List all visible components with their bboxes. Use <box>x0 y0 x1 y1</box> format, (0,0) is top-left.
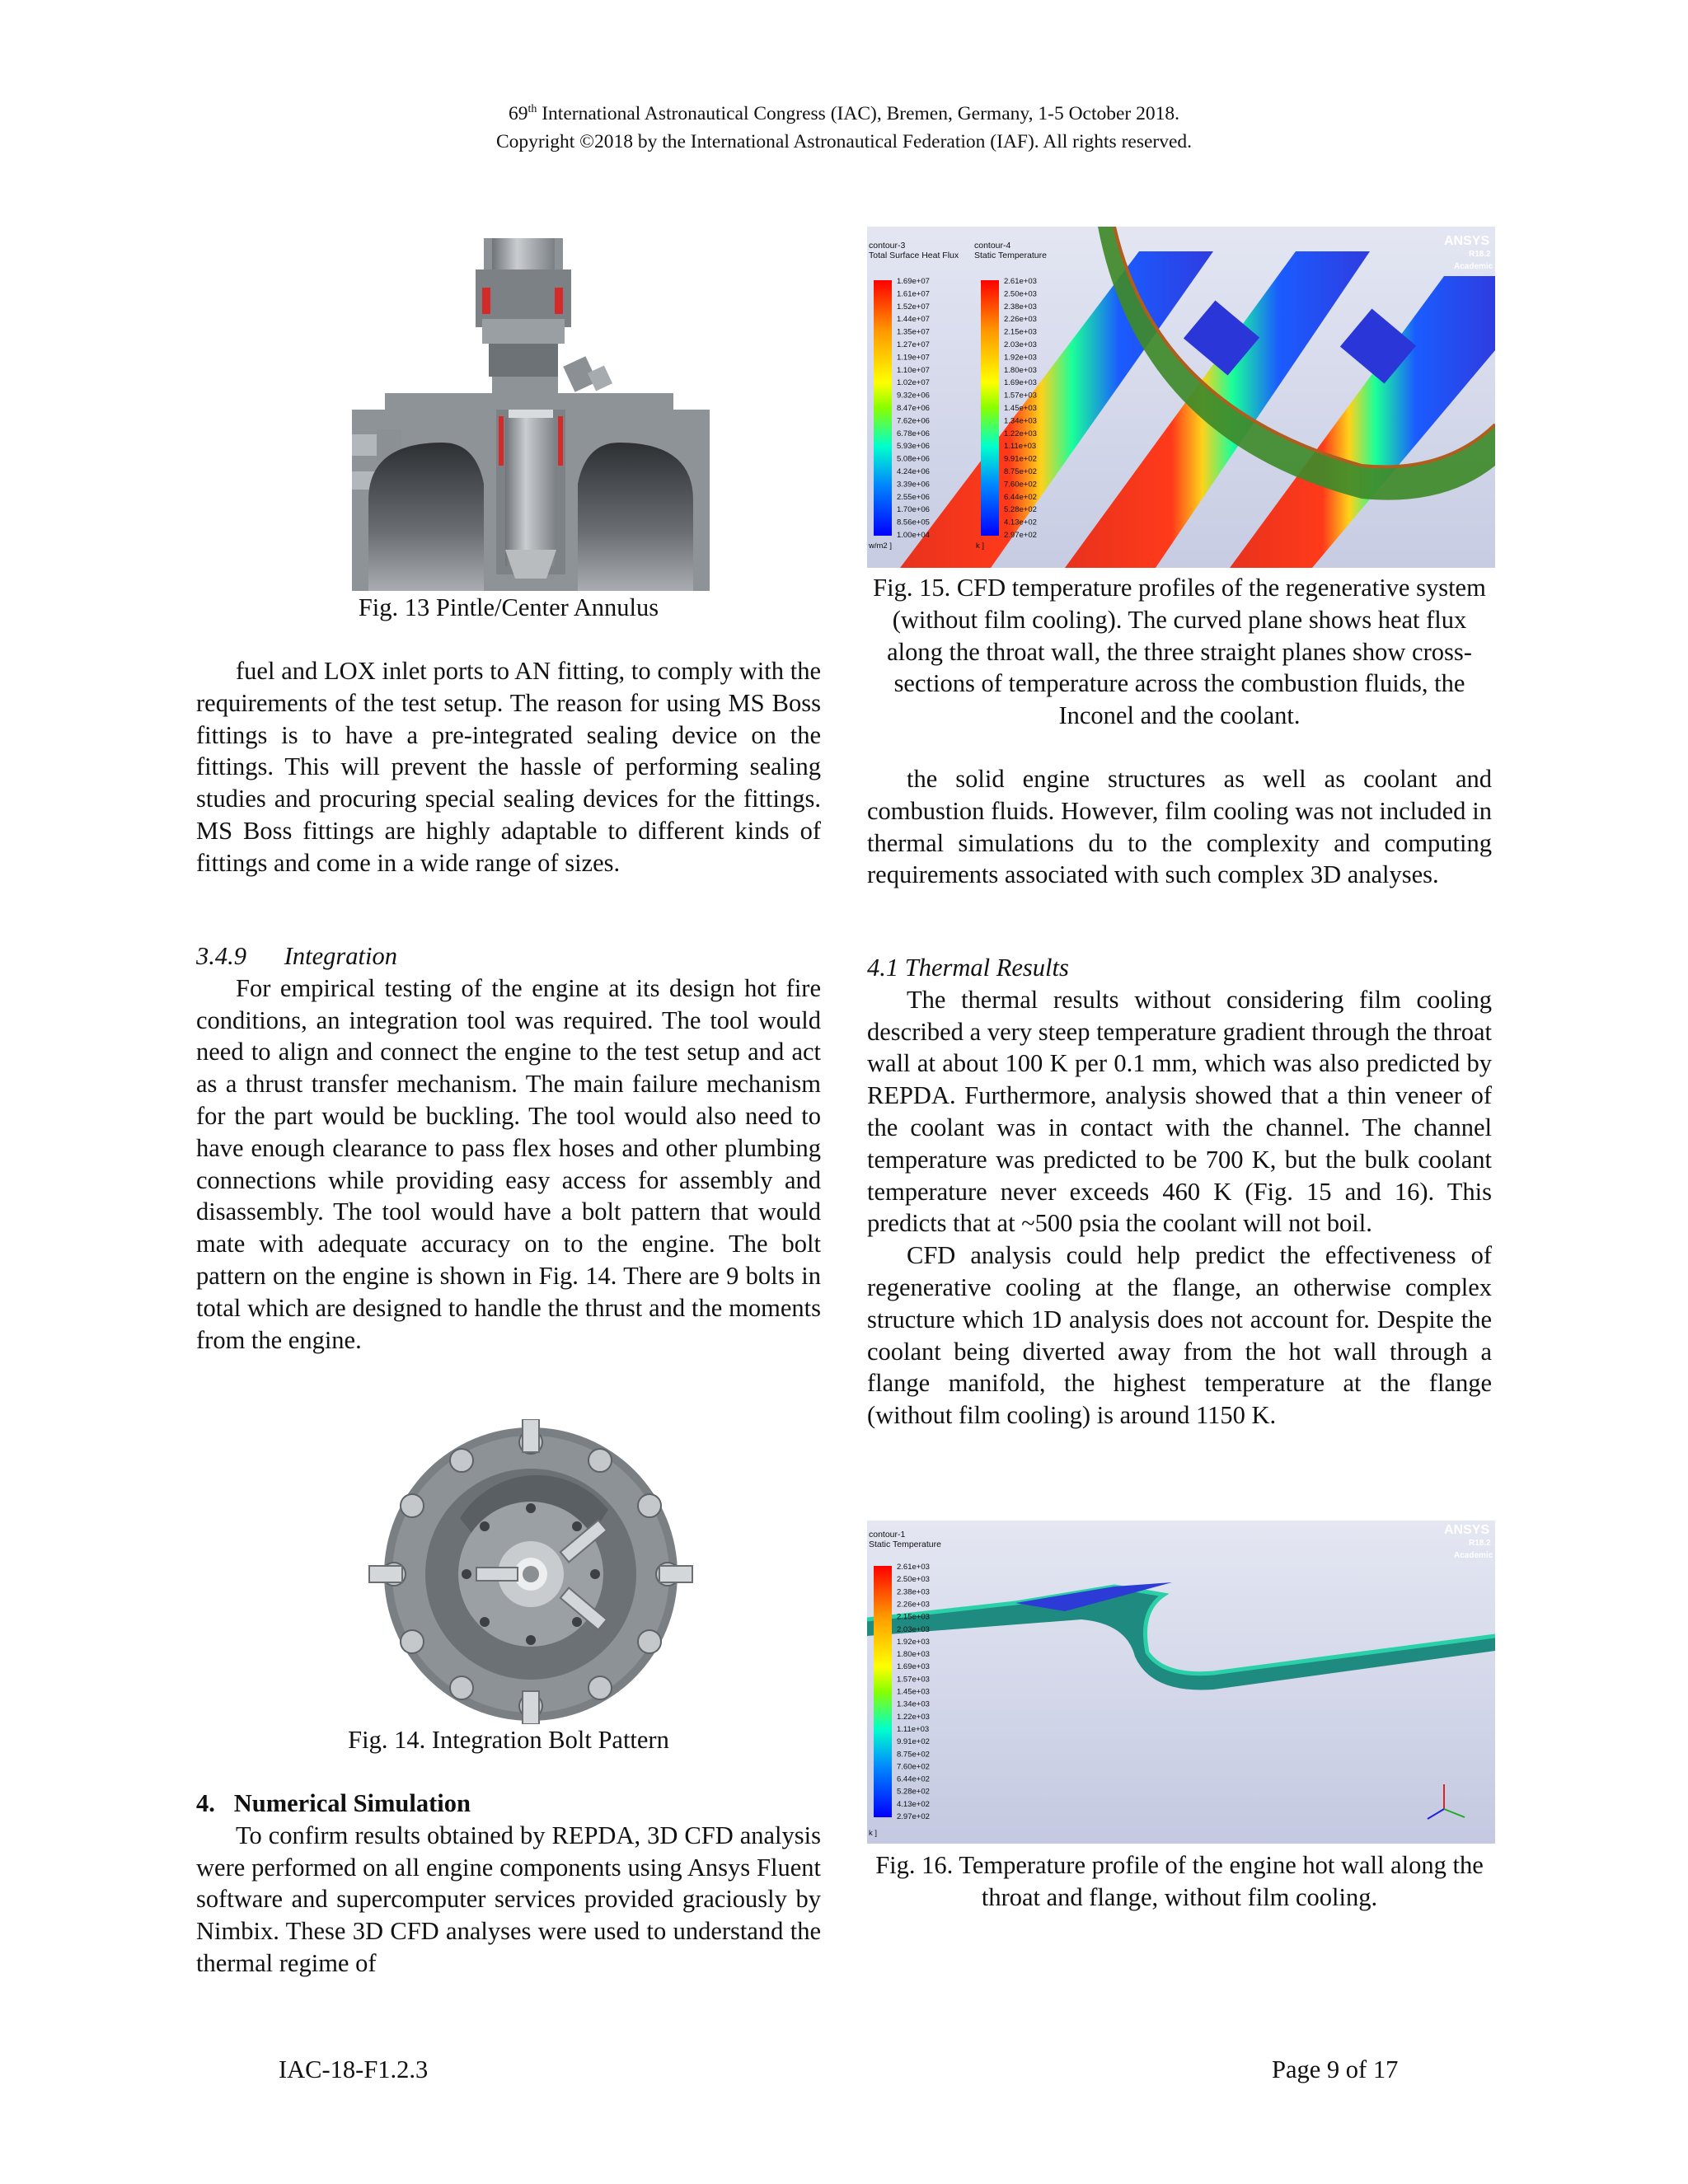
fig16-temperature-colorbar <box>874 1566 892 1817</box>
fig16-temperature-tick-label: 1.45e+03 <box>897 1687 930 1697</box>
fig16-temperature-tick-label: 1.92e+03 <box>897 1637 930 1647</box>
fig15-temperature-tick-label: 1.11e+03 <box>1004 442 1037 452</box>
fig16-temperature-tick-label: 8.75e+02 <box>897 1750 930 1760</box>
fig15-temperature-tick-label: 6.44e+02 <box>1004 492 1037 502</box>
fig15-heat-flux-tick-label: 4.24e+06 <box>897 467 930 476</box>
fig15-cfd-image <box>867 227 1495 568</box>
fig16-ansys-version: R18.2 <box>1469 1539 1491 1548</box>
fig15-heat-flux-tick-label: 1.02e+07 <box>897 378 930 388</box>
fig15-heat-flux-tick-label: 1.52e+07 <box>897 302 930 312</box>
fig16-cfd-image <box>867 1521 1495 1844</box>
fig15-heat-flux-tick-label: 6.78e+06 <box>897 429 930 438</box>
fig14-bolt-pattern-image <box>361 1419 701 1724</box>
right-paragraph-1: the solid engine structures as well as coolant and combustion fluids. However, film cooling was not included in thermal simulations du to the complexity and computing requirements associated with such complex 3D analyses. <box>867 765 1492 889</box>
fig15-temperature-tick-label: 1.57e+03 <box>1004 391 1037 401</box>
fig15-temperature-tick-label: 5.28e+02 <box>1004 505 1037 515</box>
fig15-heat-flux-tick-label: 1.44e+07 <box>897 315 930 325</box>
fig16-temperature-tick-label: 1.22e+03 <box>897 1712 930 1722</box>
fig16-temperature-tick-label: 7.60e+02 <box>897 1762 930 1772</box>
fig15-temperature-tick-label: 2.50e+03 <box>1004 289 1037 299</box>
footer-paper-id: IAC-18-F1.2.3 <box>279 2055 429 2083</box>
fig15-heat-flux-tick-label: 1.00e+04 <box>897 531 930 540</box>
fig15-heat-flux-tick-label: 1.69e+07 <box>897 277 930 286</box>
fig15-heat-flux-tick-label: 3.39e+06 <box>897 480 930 490</box>
fig15-temperature-tick-label: 1.80e+03 <box>1004 365 1037 375</box>
fig16-temperature-tick-label: 1.80e+03 <box>897 1650 930 1660</box>
conference-line: 69th International Astronautical Congress (IAC), Bremen, Germany, 1-5 October 2018. <box>508 102 1180 124</box>
fig15-heat-flux-unit: w/m2 ] <box>869 541 892 551</box>
fig15-contour-b-label: contour-4 <box>974 241 1011 251</box>
fig15-contour-b-name: Static Temperature <box>974 251 1047 260</box>
fig15-heat-flux-tick-label: 1.19e+07 <box>897 353 930 363</box>
fig16-temperature-tick-label: 6.44e+02 <box>897 1774 930 1784</box>
right-paragraph-3: CFD analysis could help predict the effectiveness of regenerative cooling at the flange, an otherwise complex structure which 1D analysis does not account for. Despite the coolant being diverted away from the hot wall through a flange manifold, the highest temperature at the flange (without film cooling) is around 1150 K. <box>867 1241 1492 1430</box>
fig15-temperature-tick-label: 1.22e+03 <box>1004 429 1037 438</box>
left-paragraph-2: For empirical testing of the engine at its design hot fire conditions, an integration tool was required. The tool would need to align and connect the engine to the test setup and act as a thrust transfer mechanism. The main failure mechanism for the part would be buckling. The tool would also need to have enough clearance to pass flex hoses and other plumbing connections while providing easy access for assembly and disassembly. The tool would have a bolt pattern that would mate with adequate accuracy on to the engine. The bolt pattern on the engine is shown in Fig. 14. There are 9 bolts in total which are designed to handle the thrust and the moments from the engine. <box>196 973 821 1354</box>
fig15-temp-unit: k ] <box>976 541 985 551</box>
fig15-heat-flux-tick-label: 8.56e+05 <box>897 518 930 527</box>
fig15-temperature-tick-label: 2.97e+02 <box>1004 531 1037 540</box>
right-text-block-1 <box>867 763 1492 891</box>
fig16-temperature-tick-label: 9.91e+02 <box>897 1737 930 1747</box>
subsection-heading-thermal-results: 4.1 Thermal Results <box>867 954 1069 982</box>
footer-page-number: Page 9 of 17 <box>1272 2055 1399 2083</box>
fig16-temperature-tick-label: 4.13e+02 <box>897 1799 930 1809</box>
page-header <box>0 96 1688 156</box>
fig16-temperature-tick-label: 1.69e+03 <box>897 1662 930 1672</box>
fig15-temperature-tick-label: 2.15e+03 <box>1004 327 1037 337</box>
fig15-temperature-tick-label: 1.34e+03 <box>1004 416 1037 426</box>
fig15-heat-flux-tick-label: 2.55e+06 <box>897 492 930 502</box>
fig15-temperature-colorbar <box>981 280 999 536</box>
fig15-ansys-version: R18.2 <box>1469 250 1491 259</box>
fig16-temperature-tick-label: 2.15e+03 <box>897 1612 930 1622</box>
fig16-contour-name: Static Temperature <box>869 1540 941 1549</box>
copyright-line: Copyright ©2018 by the International Astronautical Federation (IAF). All rights reserved. <box>495 130 1193 152</box>
left-paragraph-3: To confirm results obtained by REPDA, 3D CFD analysis were performed on all engine components using Ansys Fluent software and supercomputer services provided graciously by Nimbix. These 3D CFD analyses were used to understand the thermal regime of <box>196 1821 821 1977</box>
fig15-temperature-tick-label: 2.38e+03 <box>1004 302 1037 312</box>
fig15-heat-flux-tick-label: 5.08e+06 <box>897 454 930 464</box>
fig16-ansys-logo: ANSYS <box>1444 1523 1490 1537</box>
subsection-heading-integration: 3.4.9 Integration <box>196 942 397 970</box>
left-text-block-1 <box>196 655 821 879</box>
fig16-contour-label: contour-1 <box>869 1530 906 1540</box>
fig14-caption: Fig. 14. Integration Bolt Pattern <box>348 1726 669 1754</box>
fig16-temperature-tick-label: 2.97e+02 <box>897 1812 930 1821</box>
fig15-heat-flux-tick-label: 1.10e+07 <box>897 365 930 375</box>
fig15-heat-flux-tick-label: 9.32e+06 <box>897 391 930 401</box>
left-text-block-3 <box>196 1788 821 1980</box>
fig15-temperature-tick-label: 1.69e+03 <box>1004 378 1037 388</box>
fig16-ansys-edition: Academic <box>1454 1551 1493 1560</box>
fig15-heat-flux-tick-label: 1.35e+07 <box>897 327 930 337</box>
right-paragraph-2: The thermal results without considering film cooling described a very steep temperature gradient through the throat wall at about 100 K per 0.1 mm, which was also predicted by REPDA. Furthermore, analysis showed that a thin veneer of the coolant was in contact with the channel. The channel temperature was predicted to be 700 K, but the bulk coolant temperature never exceeds 460 K (Fig. 15 and 16). This predicts that at ~500 psia the coolant will not boil. <box>867 985 1492 1238</box>
fig15-heat-flux-colorbar <box>874 280 892 536</box>
fig16-temperature-tick-label: 5.28e+02 <box>897 1787 930 1797</box>
fig16-temperature-tick-label: 1.34e+03 <box>897 1699 930 1709</box>
fig15-temperature-tick-label: 2.26e+03 <box>1004 315 1037 325</box>
fig15-heat-flux-tick-label: 1.70e+06 <box>897 505 930 515</box>
fig15-heat-flux-tick-label: 1.61e+07 <box>897 289 930 299</box>
fig15-temperature-tick-label: 4.13e+02 <box>1004 518 1037 527</box>
fig16-temperature-tick-label: 2.50e+03 <box>897 1575 930 1585</box>
fig16-temperature-tick-label: 2.61e+03 <box>897 1563 930 1572</box>
fig15-heat-flux-tick-label: 7.62e+06 <box>897 416 930 426</box>
fig15-heat-flux-tick-label: 1.27e+07 <box>897 340 930 349</box>
fig15-caption: Fig. 15. CFD temperature profiles of the regenerative system (without film cooling). The curved plane shows heat flux along the throat wall, the three straight planes show cross-sections of temperature across the combustion fluids, the Inconel and the coolant. <box>873 574 1486 730</box>
fig15-heat-flux-tick-label: 5.93e+06 <box>897 442 930 452</box>
fig15-ansys-edition: Academic <box>1454 262 1493 271</box>
fig16-temperature-tick-label: 1.57e+03 <box>897 1675 930 1685</box>
fig16-temp-unit: k ] <box>869 1829 878 1838</box>
fig15-temperature-tick-label: 9.91e+02 <box>1004 454 1037 464</box>
fig15-temperature-tick-label: 1.45e+03 <box>1004 404 1037 413</box>
left-paragraph-1: fuel and LOX inlet ports to AN fitting, to comply with the requirements of the test setup. The reason for using MS Boss fittings is to have a pre-integrated sealing device on the fittings. This will prevent the hassle of performing sealing studies and procuring special sealing devices for the fittings. MS Boss fittings are highly adaptable to different kinds of fittings and come in a wide range of sizes. <box>196 657 821 877</box>
fig15-heat-flux-tick-label: 8.47e+06 <box>897 404 930 413</box>
fig15-temperature-tick-label: 2.03e+03 <box>1004 340 1037 349</box>
section-heading-numerical-simulation: 4. Numerical Simulation <box>196 1789 471 1817</box>
fig16-caption: Fig. 16. Temperature profile of the engine hot wall along the throat and flange, without film cooling. <box>875 1851 1484 1911</box>
fig15-temperature-tick-label: 8.75e+02 <box>1004 467 1037 476</box>
fig15-contour-a-name: Total Surface Heat Flux <box>869 251 959 260</box>
fig16-temperature-tick-label: 2.03e+03 <box>897 1624 930 1634</box>
fig15-contour-a-label: contour-3 <box>869 241 906 251</box>
fig13-pintle-image <box>352 237 710 591</box>
fig16-temperature-tick-label: 2.38e+03 <box>897 1587 930 1597</box>
fig15-temperature-tick-label: 2.61e+03 <box>1004 277 1037 286</box>
fig15-temperature-tick-label: 1.92e+03 <box>1004 353 1037 363</box>
fig13-caption: Fig. 13 Pintle/Center Annulus <box>358 593 659 621</box>
fig15-temperature-tick-label: 7.60e+02 <box>1004 480 1037 490</box>
right-text-block-2 <box>867 952 1492 1432</box>
fig15-ansys-logo: ANSYS <box>1444 234 1490 248</box>
fig16-temperature-tick-label: 2.26e+03 <box>897 1600 930 1610</box>
fig16-temperature-tick-label: 1.11e+03 <box>897 1724 930 1734</box>
left-text-block-2 <box>196 940 821 1356</box>
